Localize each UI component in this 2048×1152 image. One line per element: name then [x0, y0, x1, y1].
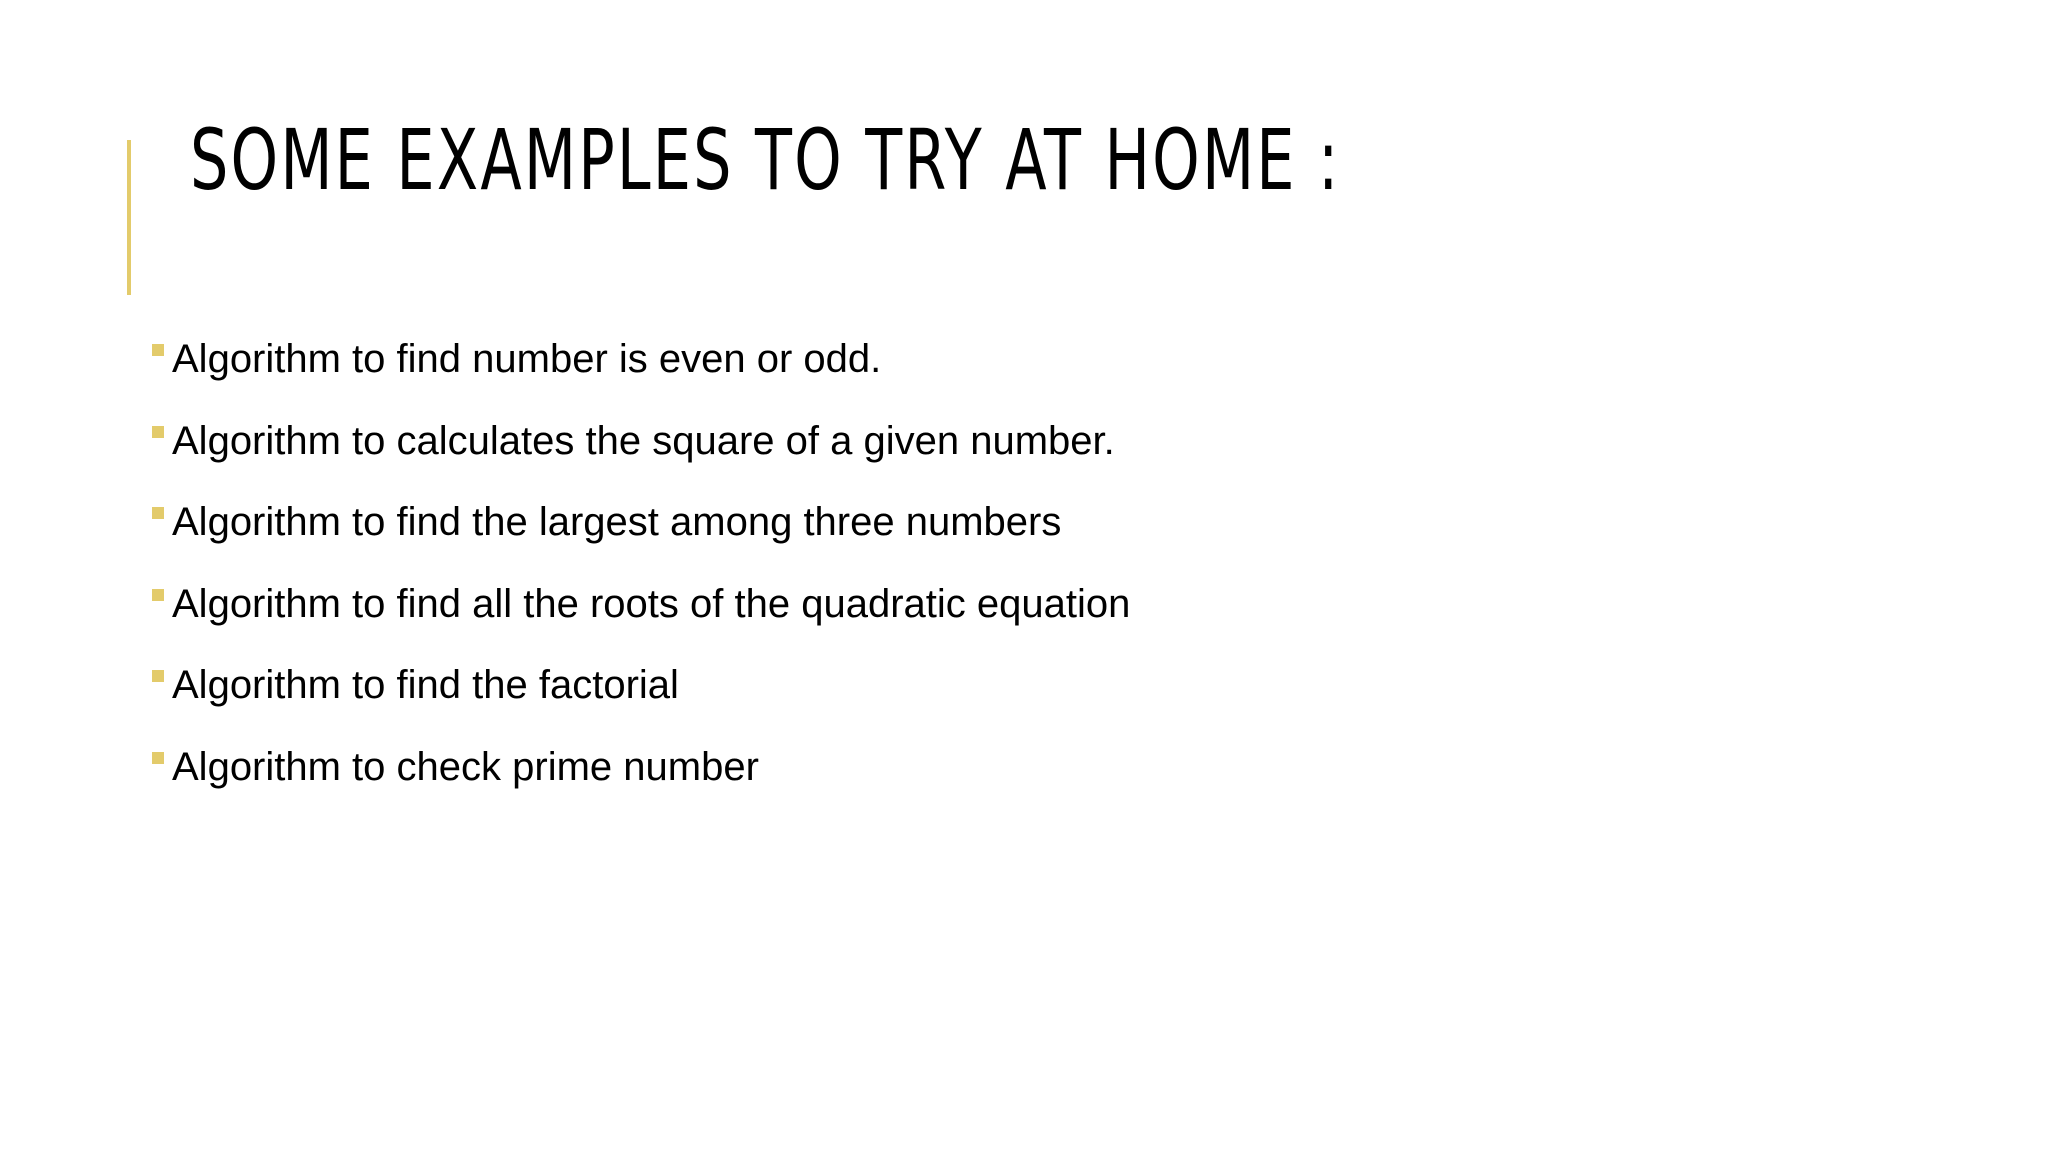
- bullet-text: Algorithm to check prime number: [172, 744, 759, 789]
- bullet-item: [152, 579, 1130, 661]
- bullet-text: Algorithm to find all the roots of the quadratic equation: [172, 581, 1131, 626]
- square-bullet-icon: [152, 670, 164, 682]
- square-bullet-icon: [152, 752, 164, 764]
- square-bullet-icon: [152, 344, 164, 356]
- bullet-item: [152, 416, 1130, 498]
- title-accent-bar: [127, 140, 131, 295]
- bullet-item: [152, 334, 1130, 416]
- bullet-text: Algorithm to find number is even or odd.: [172, 337, 882, 381]
- bullet-item: [152, 742, 1130, 824]
- slide-title: SOME EXAMPLES TO TRY AT HOME :: [190, 111, 1341, 209]
- bullet-list: [152, 334, 1130, 823]
- bullet-item: [152, 660, 1130, 742]
- square-bullet-icon: [152, 589, 164, 601]
- bullet-text: Algorithm to find the factorial: [172, 663, 679, 707]
- bullet-text: Algorithm to find the largest among three numbers: [172, 500, 1062, 544]
- bullet-item: [152, 497, 1130, 579]
- bullet-text: Algorithm to calculates the square of a given number.: [172, 418, 1115, 463]
- square-bullet-icon: [152, 507, 164, 519]
- square-bullet-icon: [152, 426, 164, 438]
